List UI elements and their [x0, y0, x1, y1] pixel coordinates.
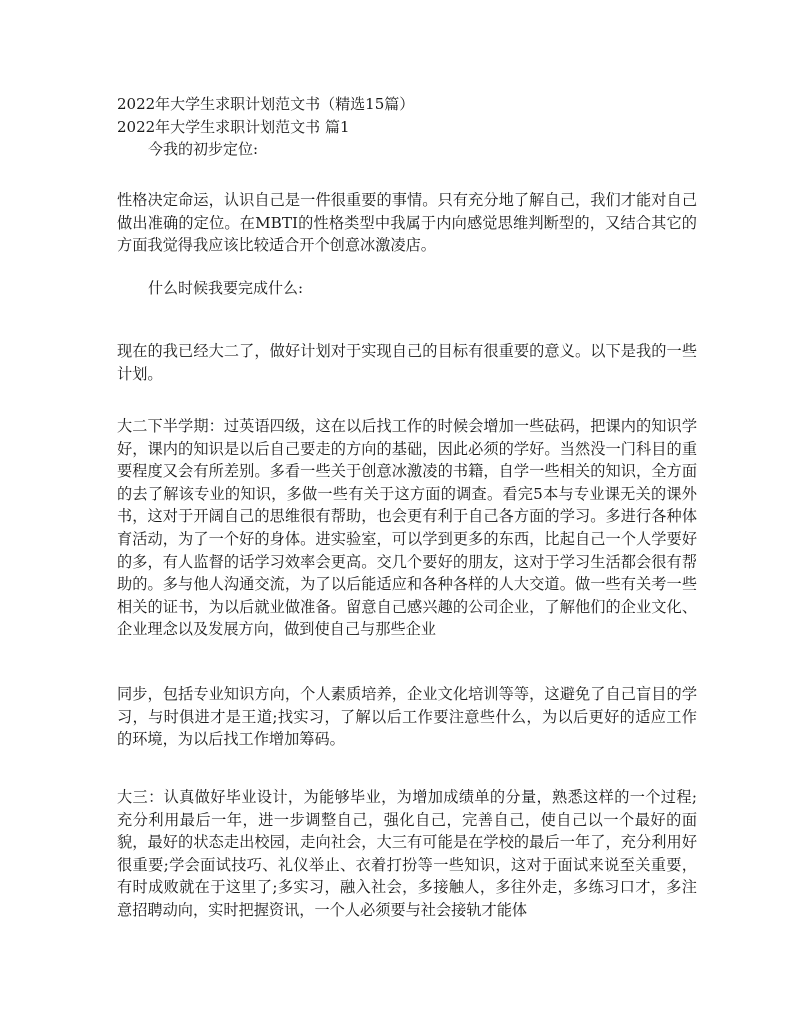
section-heading-positioning: 今我的初步定位: [148, 140, 259, 158]
paragraph-junior-plan: 大三：认真做好毕业设计，为能够毕业，为增加成绩单的分量，熟悉这样的一个过程;充分利用最后一年，进一步调整自己，强化自己，完善自己，使自己以一个最好的面貌，最好的状态走出校园，走向社会，大三有可能是在学校的最后一年了，充分利用好很重要;学会面试技巧、礼仪举止、衣着打扮等一些知识，这对于面试来说至关重要，有时成败就在于这里了;多实习，融入社会，多接触人，多往外走，多练习口才，多注意招聘动向，实时把握资讯，一个人必须要与社会接轨才能体 [117, 788, 697, 919]
paragraph-sync-internship: 同步，包括专业知识方向，个人素质培养，企业文化培训等等，这避免了自己盲目的学习，与时俱进才是王道;找实习，了解以后工作要注意些什么，为以后更好的适应工作的环境，为以后找工作增加筹码。 [117, 685, 697, 749]
section-heading-timeline: 什么时候我要完成什么: [148, 279, 304, 297]
paragraph-plans-intro: 现在的我已经大二了，做好计划对于实现自己的目标有很重要的意义。以下是我的一些计划。 [117, 342, 697, 383]
document-subtitle: 2022年大学生求职计划范文书 篇1 [117, 118, 350, 136]
paragraph-sophomore-plan: 大二下半学期：过英语四级，这在以后找工作的时候会增加一些砝码，把课内的知识学好，课内的知识是以后自己要走的方向的基础，因此必须的学好。当然没一门科目的重要程度又会有所差别。多看一些关于创意冰激凌的书籍，自学一些相关的知识，全方面的去了解该专业的知识，多做一些有关于这方面的调查。看完5本与专业课无关的课外书，这对于开阔自己的思维很有帮助，也会更有利于自己各方面的学习。多进行各种体育活动，为了一个好的身体。进实验室，可以学到更多的东西，比起自己一个人学要好的多，有人监督的话学习效率会更高。交几个要好的朋友，这对于学习生活都会很有帮助的。多与他人沟通交流，为了以后能适应和各种各样的人大交道。做一些有关考一些相关的证书，为以后就业做准备。留意自己感兴趣的公司企业，了解他们的企业文化、企业理念以及发展方向，做到使自己与那些企业 [117, 417, 697, 639]
document-title: 2022年大学生求职计划范文书（精选15篇） [117, 95, 415, 113]
paragraph-personality: 性格决定命运，认识自己是一件很重要的事情。只有充分地了解自己，我们才能对自己做出准确的定位。在MBTI的性格类型中我属于内向感觉思维判断型的，又结合其它的方面我觉得我应该比较适合开个创意冰激凌店。 [117, 191, 697, 255]
